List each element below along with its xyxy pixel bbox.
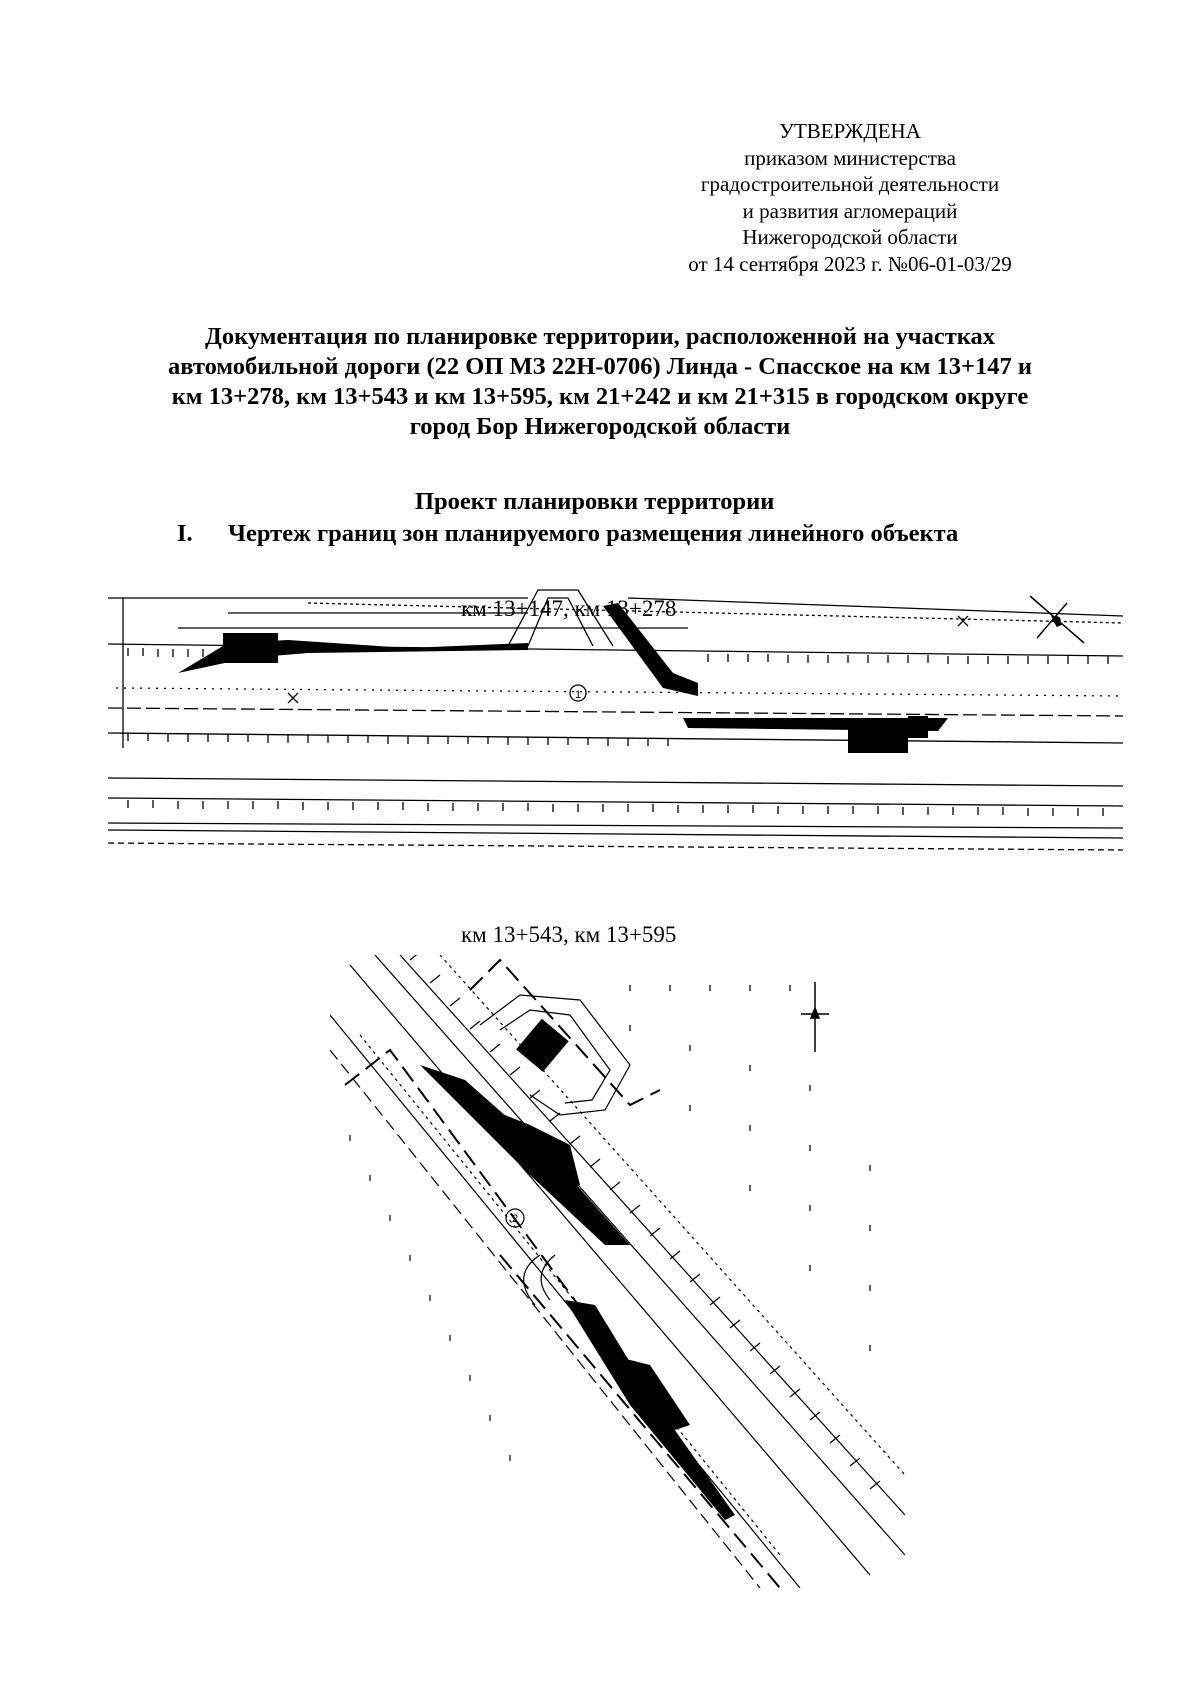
- title-line: город Бор Нижегородской области: [409, 413, 791, 440]
- title-line: Документация по планировке территории, расположенной на участках: [204, 323, 996, 350]
- drawing-caption: км 13+543, км 13+595: [461, 922, 677, 947]
- approval-line: УТВЕРЖДЕНА: [779, 119, 921, 143]
- approval-line: и развития агломераций: [742, 198, 958, 223]
- subsection-number: I.: [177, 520, 193, 547]
- approval-block: [600, 118, 1100, 277]
- approval-line: Нижегородской области: [742, 225, 958, 249]
- zone-marker-2: 2: [511, 1213, 519, 1225]
- road-plan-drawing-2: [330, 955, 905, 1588]
- document-title: [90, 322, 1110, 442]
- road-plan-drawing-1: [108, 588, 1123, 853]
- north-arrow-icon: [1022, 588, 1097, 653]
- approval-line: градостроительной деятельности: [700, 172, 1000, 196]
- zone-marker-1: 1: [574, 689, 582, 701]
- section-title: Проект планировки территории: [415, 488, 775, 515]
- title-line: автомобильной дороги (22 ОП МЗ 22Н-0706) Линда - Спасское на км 13+147 и: [167, 353, 1032, 380]
- approval-line: от 14 сентября 2023 г. №06-01-03/29: [688, 251, 1012, 276]
- drawing-caption: км 13+147, км 13+278: [461, 596, 677, 621]
- subsection-title: Чертеж границ зон планируемого размещения линейного объекта: [228, 520, 959, 547]
- approval-line: приказом министерства: [744, 145, 956, 170]
- title-line: км 13+278, км 13+543 и км 13+595, км 21+242 и км 21+315 в городском округе: [171, 383, 1029, 410]
